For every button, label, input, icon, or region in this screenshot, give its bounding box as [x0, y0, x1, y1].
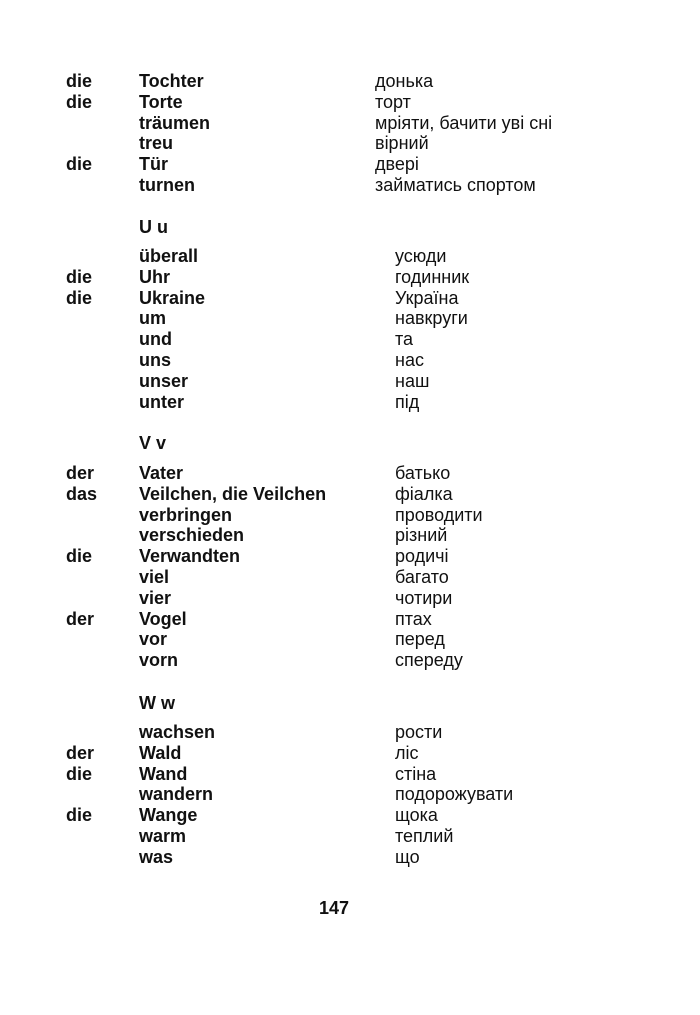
- entry-translation: годинник: [395, 266, 470, 287]
- entry-word: viel: [139, 566, 170, 587]
- entry-row: [0, 175, 700, 196]
- entry-word: verbringen: [139, 504, 233, 525]
- entry-row: [0, 784, 700, 805]
- entry-row: [0, 392, 700, 413]
- entry-row: [0, 826, 700, 847]
- entry-article: die: [66, 71, 93, 91]
- entry-word: wachsen: [139, 722, 216, 742]
- entry-word: Tür: [139, 154, 168, 175]
- entry-row: [0, 805, 700, 826]
- entry-translation: усюди: [395, 246, 447, 266]
- entry-translation: чотири: [395, 587, 453, 608]
- entry-translation: нас: [395, 349, 424, 370]
- entry-row: [0, 71, 700, 92]
- entry-article: der: [66, 742, 95, 763]
- entry-word: warm: [139, 825, 187, 846]
- entry-row: [0, 267, 700, 288]
- entry-word: vorn: [139, 650, 179, 671]
- entry-word: Verwandten: [139, 546, 241, 567]
- entry-word: Veilchen, die Veilchen: [139, 483, 327, 504]
- entry-word: was: [139, 846, 174, 867]
- letter-heading-w: W w: [139, 693, 175, 713]
- entry-translation: двері: [375, 154, 419, 175]
- entry-row: [0, 629, 700, 650]
- entry-article: die: [66, 805, 93, 826]
- entry-word: unser: [139, 370, 189, 391]
- entry-article: die: [66, 266, 93, 287]
- section-v: [0, 463, 700, 671]
- entry-word: Uhr: [139, 266, 170, 287]
- entry-word: um: [139, 308, 166, 329]
- entry-word: Wange: [139, 805, 198, 826]
- entry-translation: подорожувати: [395, 784, 514, 805]
- entry-word: Ukraine: [139, 287, 206, 308]
- entry-translation: спереду: [395, 650, 463, 671]
- page-number: 147: [318, 898, 350, 918]
- entry-row: [0, 546, 700, 567]
- entry-translation: перед: [395, 629, 445, 650]
- entry-article: die: [66, 546, 93, 567]
- entry-article: die: [66, 287, 93, 308]
- entry-row: [0, 463, 700, 484]
- entry-translation: щока: [395, 805, 438, 826]
- entry-row: [0, 567, 700, 588]
- entry-row: [0, 588, 700, 609]
- entry-row: [0, 847, 700, 868]
- entry-row: [0, 505, 700, 526]
- entry-translation: Україна: [395, 287, 459, 308]
- section-w: [0, 722, 700, 868]
- entry-translation: мріяти, бачити уві сні: [375, 112, 553, 133]
- entry-word: turnen: [139, 174, 195, 195]
- entry-row: [0, 308, 700, 329]
- entry-word: vier: [139, 587, 172, 608]
- entry-article: die: [66, 91, 93, 112]
- entry-row: [0, 92, 700, 113]
- entry-translation: різний: [395, 525, 448, 546]
- entry-row: [0, 288, 700, 309]
- entry-translation: теплий: [395, 825, 454, 846]
- entry-translation: навкруги: [395, 308, 468, 329]
- entry-word: vor: [139, 629, 168, 650]
- entry-row: [0, 650, 700, 671]
- entry-word: Wald: [139, 742, 182, 763]
- entry-translation: птах: [395, 608, 432, 629]
- entry-translation: займатись спортом: [375, 174, 536, 195]
- entry-translation: ліс: [395, 742, 419, 763]
- entry-word: träumen: [139, 112, 211, 133]
- entry-translation: рости: [395, 722, 443, 742]
- entry-row: [0, 246, 700, 267]
- entry-row: [0, 113, 700, 134]
- entry-translation: та: [395, 329, 414, 350]
- entry-word: überall: [139, 246, 199, 266]
- entry-article: die: [66, 763, 93, 784]
- entry-word: Vater: [139, 463, 184, 483]
- entry-row: [0, 743, 700, 764]
- entry-translation: багато: [395, 566, 449, 587]
- entry-translation: стіна: [395, 763, 437, 784]
- letter-heading-v: V v: [139, 433, 167, 453]
- entry-row: [0, 722, 700, 743]
- section-t: [0, 71, 700, 196]
- entry-translation: під: [395, 391, 420, 412]
- letter-heading-u: U u: [139, 217, 168, 237]
- entry-row: [0, 484, 700, 505]
- entry-word: wandern: [139, 784, 214, 805]
- entry-translation: батько: [395, 463, 451, 483]
- entry-translation: донька: [375, 71, 434, 91]
- entry-row: [0, 525, 700, 546]
- entry-translation: вірний: [375, 133, 429, 154]
- entry-translation: проводити: [395, 504, 483, 525]
- entry-row: [0, 133, 700, 154]
- entry-translation: що: [395, 846, 420, 867]
- entry-article: der: [66, 463, 95, 483]
- entry-row: [0, 371, 700, 392]
- entry-translation: фіалка: [395, 483, 453, 504]
- entry-word: Vogel: [139, 608, 187, 629]
- entry-word: Torte: [139, 91, 183, 112]
- entry-translation: родичі: [395, 546, 449, 567]
- entry-word: verschieden: [139, 525, 245, 546]
- entry-translation: наш: [395, 370, 430, 391]
- entry-article: die: [66, 154, 93, 175]
- entry-word: unter: [139, 391, 184, 412]
- entry-word: Wand: [139, 763, 188, 784]
- section-u: [0, 246, 700, 412]
- entry-word: Tochter: [139, 71, 204, 91]
- entry-row: [0, 329, 700, 350]
- entry-article: der: [66, 608, 95, 629]
- entry-row: [0, 350, 700, 371]
- entry-word: treu: [139, 133, 174, 154]
- entry-row: [0, 609, 700, 630]
- entry-translation: торт: [375, 91, 411, 112]
- entry-word: und: [139, 329, 172, 350]
- entry-word: uns: [139, 349, 172, 370]
- entry-row: [0, 154, 700, 175]
- entry-row: [0, 764, 700, 785]
- entry-article: das: [66, 483, 98, 504]
